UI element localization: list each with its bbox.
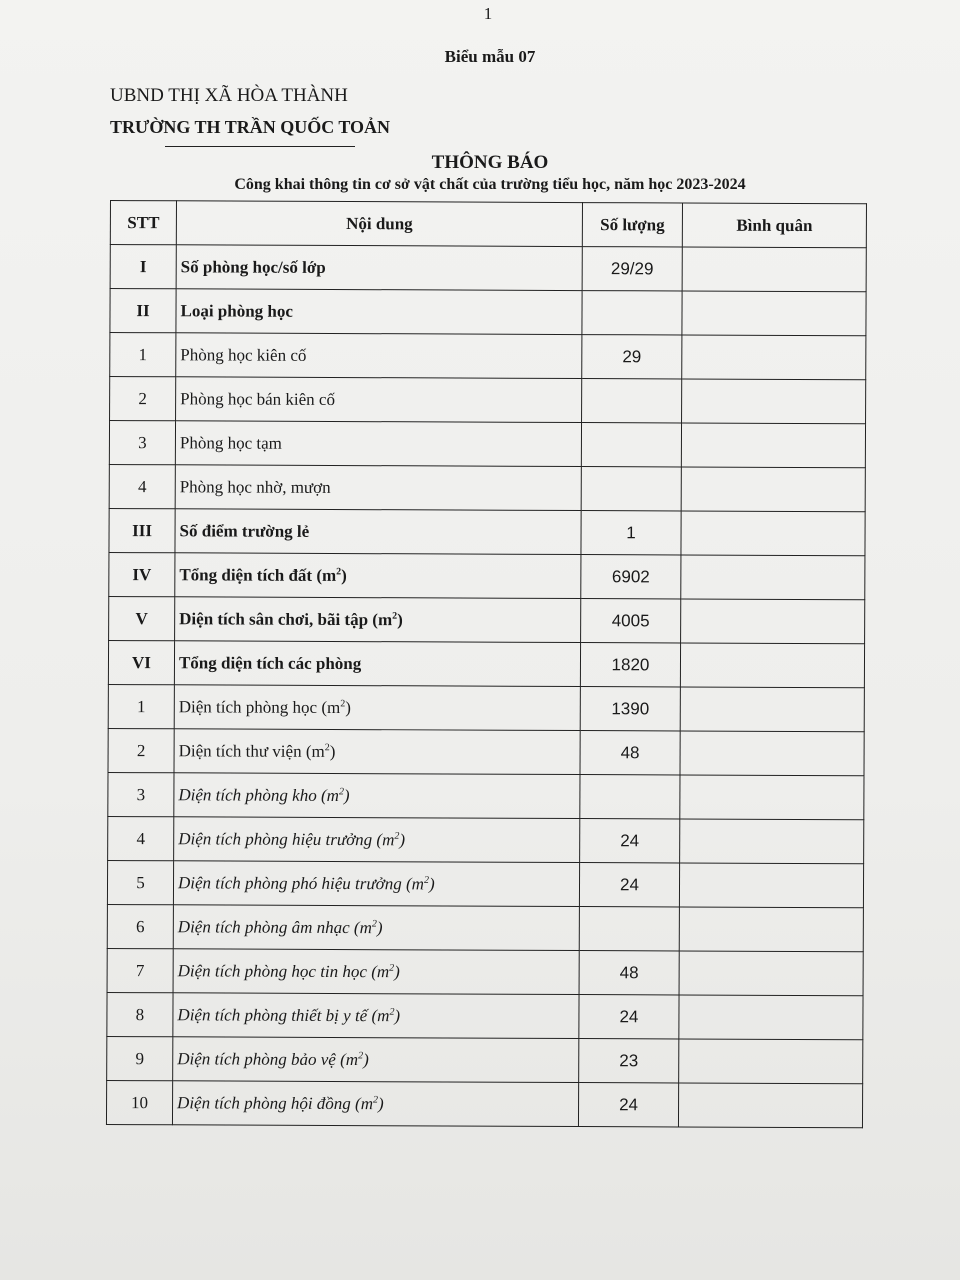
row-average-cell: [681, 555, 865, 600]
row-content-text: Diện tích phòng âm nhạc: [177, 916, 350, 937]
row-average-cell: [681, 511, 865, 556]
row-stt-cell: IV: [109, 552, 175, 596]
table-row: [108, 728, 864, 775]
row-unit-text: $(m^2)$: [372, 609, 403, 629]
row-quantity-cell: 24: [579, 863, 679, 907]
table-row: [109, 464, 865, 511]
table-row: [109, 552, 865, 599]
row-stt-cell: 1: [110, 333, 176, 377]
row-stt-cell: 6: [107, 904, 173, 948]
row-quantity-cell: 24: [580, 819, 680, 863]
row-content-text: Phòng học nhờ, mượn: [179, 476, 331, 497]
row-unit-text: $(m^2)$: [355, 1093, 384, 1113]
table-row: [110, 377, 866, 424]
row-stt-cell: 10: [106, 1080, 172, 1124]
row-content-text: Loại phòng học: [180, 300, 293, 321]
row-stt-cell: VI: [108, 640, 174, 684]
row-stt-cell: 1: [108, 684, 174, 728]
row-average-cell: [680, 731, 864, 776]
row-stt-cell: 8: [107, 992, 173, 1036]
table-row: [107, 860, 863, 907]
row-content-text: Diện tích phòng hiệu trưởng: [178, 828, 373, 849]
row-quantity-cell: 48: [579, 951, 679, 995]
column-header-average: Bình quân: [682, 203, 866, 248]
row-content-text: Phòng học kiên cố: [180, 344, 307, 365]
row-quantity-cell: [582, 379, 682, 423]
row-unit-text: $(m^2)$: [371, 961, 400, 981]
table-row: [109, 508, 865, 555]
row-average-cell: [679, 951, 863, 996]
column-header-stt: STT: [110, 201, 176, 245]
row-unit-text: $(m^2)$: [316, 565, 347, 585]
row-quantity-cell: 1: [581, 511, 681, 555]
school-name: TRƯỜNG TH TRẦN QUỐC TOẢN: [110, 117, 391, 137]
row-quantity-cell: 1820: [580, 643, 680, 687]
table-body: [106, 245, 866, 1128]
row-content-cell: [175, 597, 581, 643]
table-row: [108, 816, 864, 863]
row-quantity-cell: 24: [579, 995, 679, 1039]
row-content-text: Phòng học bán kiên cố: [180, 388, 336, 409]
row-content-cell: [176, 377, 582, 423]
column-header-quantity: Số lượng: [582, 203, 682, 247]
row-content-text: Diện tích phòng phó hiệu trưởng: [177, 872, 402, 893]
row-average-cell: [679, 995, 863, 1040]
row-quantity-cell: 24: [578, 1083, 678, 1127]
row-content-text: Diện tích phòng học: [178, 696, 318, 717]
row-average-cell: [682, 247, 866, 292]
row-average-cell: [680, 687, 864, 732]
row-quantity-cell: 48: [580, 731, 680, 775]
school-underline: [165, 146, 355, 147]
row-average-cell: [682, 291, 866, 336]
row-content-text: Tổng diện tích đất: [179, 564, 313, 585]
row-average-cell: [678, 1083, 862, 1128]
row-content-cell: [173, 861, 579, 907]
row-average-cell: [681, 423, 865, 468]
row-content-cell: [173, 905, 579, 951]
row-average-cell: [682, 379, 866, 424]
row-content-cell: [175, 465, 581, 511]
facilities-table: [106, 200, 867, 1128]
row-stt-cell: 5: [107, 860, 173, 904]
row-content-text: Diện tích sân chơi, bãi tập: [179, 608, 369, 629]
row-stt-cell: II: [110, 289, 176, 333]
row-quantity-cell: 23: [579, 1039, 679, 1083]
row-content-cell: [176, 289, 582, 335]
row-average-cell: [681, 467, 865, 512]
row-content-cell: [174, 641, 580, 687]
row-average-cell: [679, 907, 863, 952]
row-average-cell: [680, 819, 864, 864]
row-unit-text: $(m^2)$: [320, 785, 350, 805]
row-quantity-cell: [581, 423, 681, 467]
column-header-content: Nội dung: [176, 201, 582, 247]
organization-name: UBND THỊ XÃ HÒA THÀNH: [110, 85, 348, 106]
table-row: [107, 904, 863, 951]
row-content-cell: [174, 773, 580, 819]
row-content-text: Diện tích thư viện: [178, 740, 302, 761]
row-quantity-cell: 6902: [581, 555, 681, 599]
row-content-text: Diện tích phòng bảo vệ: [177, 1048, 336, 1069]
row-content-cell: [172, 1081, 578, 1127]
table-row: [110, 333, 866, 380]
row-content-cell: [173, 949, 579, 995]
row-stt-cell: 2: [108, 728, 174, 772]
row-quantity-cell: [580, 775, 680, 819]
row-stt-cell: 3: [109, 421, 175, 465]
table-row: [110, 245, 866, 292]
row-content-cell: [175, 421, 581, 467]
row-content-cell: [173, 1037, 579, 1083]
row-average-cell: [682, 335, 866, 380]
row-stt-cell: 2: [110, 377, 176, 421]
row-content-cell: [176, 245, 582, 291]
row-content-cell: [174, 685, 580, 731]
row-quantity-cell: [579, 907, 679, 951]
row-unit-text: $(m^2)$: [371, 1005, 401, 1025]
table-row: [107, 992, 863, 1039]
row-quantity-cell: 29: [582, 335, 682, 379]
row-unit-text: $(m^2)$: [321, 697, 351, 717]
row-unit-text: $(m^2)$: [340, 1049, 369, 1069]
row-content-text: Diện tích phòng hội đồng: [177, 1092, 351, 1113]
row-content-text: Diện tích phòng thiết bị y tế: [177, 1004, 368, 1025]
row-quantity-cell: 4005: [581, 599, 681, 643]
table-row: [106, 1080, 862, 1127]
row-average-cell: [680, 775, 864, 820]
form-label: Biểu mẫu 07: [444, 47, 536, 66]
table-row: [108, 772, 864, 819]
row-average-cell: [680, 643, 864, 688]
table-row: [109, 421, 865, 468]
table-row: [107, 948, 863, 995]
table-header-row: [110, 201, 866, 248]
row-average-cell: [679, 1039, 863, 1084]
row-content-text: Số điểm trường lẻ: [179, 520, 310, 541]
row-content-cell: [173, 993, 579, 1039]
row-stt-cell: V: [109, 596, 175, 640]
table-row: [109, 596, 865, 643]
table-row: [107, 1036, 863, 1083]
row-stt-cell: 9: [107, 1036, 173, 1080]
row-unit-text: $(m^2)$: [353, 917, 383, 937]
row-content-cell: [175, 509, 581, 555]
document-title: THÔNG BÁO: [431, 152, 549, 173]
row-content-cell: [176, 333, 582, 379]
row-unit-text: $(m^2)$: [405, 873, 435, 893]
table-row: [108, 640, 864, 687]
row-stt-cell: 7: [107, 948, 173, 992]
row-content-cell: [174, 729, 580, 775]
row-average-cell: [681, 599, 865, 644]
row-content-text: Diện tích phòng kho: [178, 784, 317, 805]
row-stt-cell: III: [109, 508, 175, 552]
table-row: [110, 289, 866, 336]
page-number: 1: [483, 4, 493, 23]
row-content-text: Số phòng học/số lớp: [180, 256, 326, 277]
row-quantity-cell: 29/29: [582, 247, 682, 291]
row-content-cell: [175, 553, 581, 599]
row-content-text: Diện tích phòng học tin học: [177, 960, 368, 981]
row-content-text: Tổng diện tích các phòng: [178, 652, 362, 673]
row-quantity-cell: [582, 291, 682, 335]
row-stt-cell: 3: [108, 772, 174, 816]
table-row: [108, 684, 864, 731]
row-unit-text: $(m^2)$: [305, 741, 336, 761]
row-quantity-cell: 1390: [580, 687, 680, 731]
row-unit-text: $(m^2)$: [376, 829, 406, 849]
row-stt-cell: I: [110, 245, 176, 289]
row-content-text: Phòng học tạm: [179, 432, 282, 453]
row-stt-cell: 4: [109, 464, 175, 508]
row-average-cell: [679, 863, 863, 908]
row-content-cell: [174, 817, 580, 863]
row-quantity-cell: [581, 467, 681, 511]
row-stt-cell: 4: [108, 816, 174, 860]
document-subtitle: Công khai thông tin cơ sở vật chất của trường tiểu học, năm học 2023-2024: [234, 176, 746, 193]
